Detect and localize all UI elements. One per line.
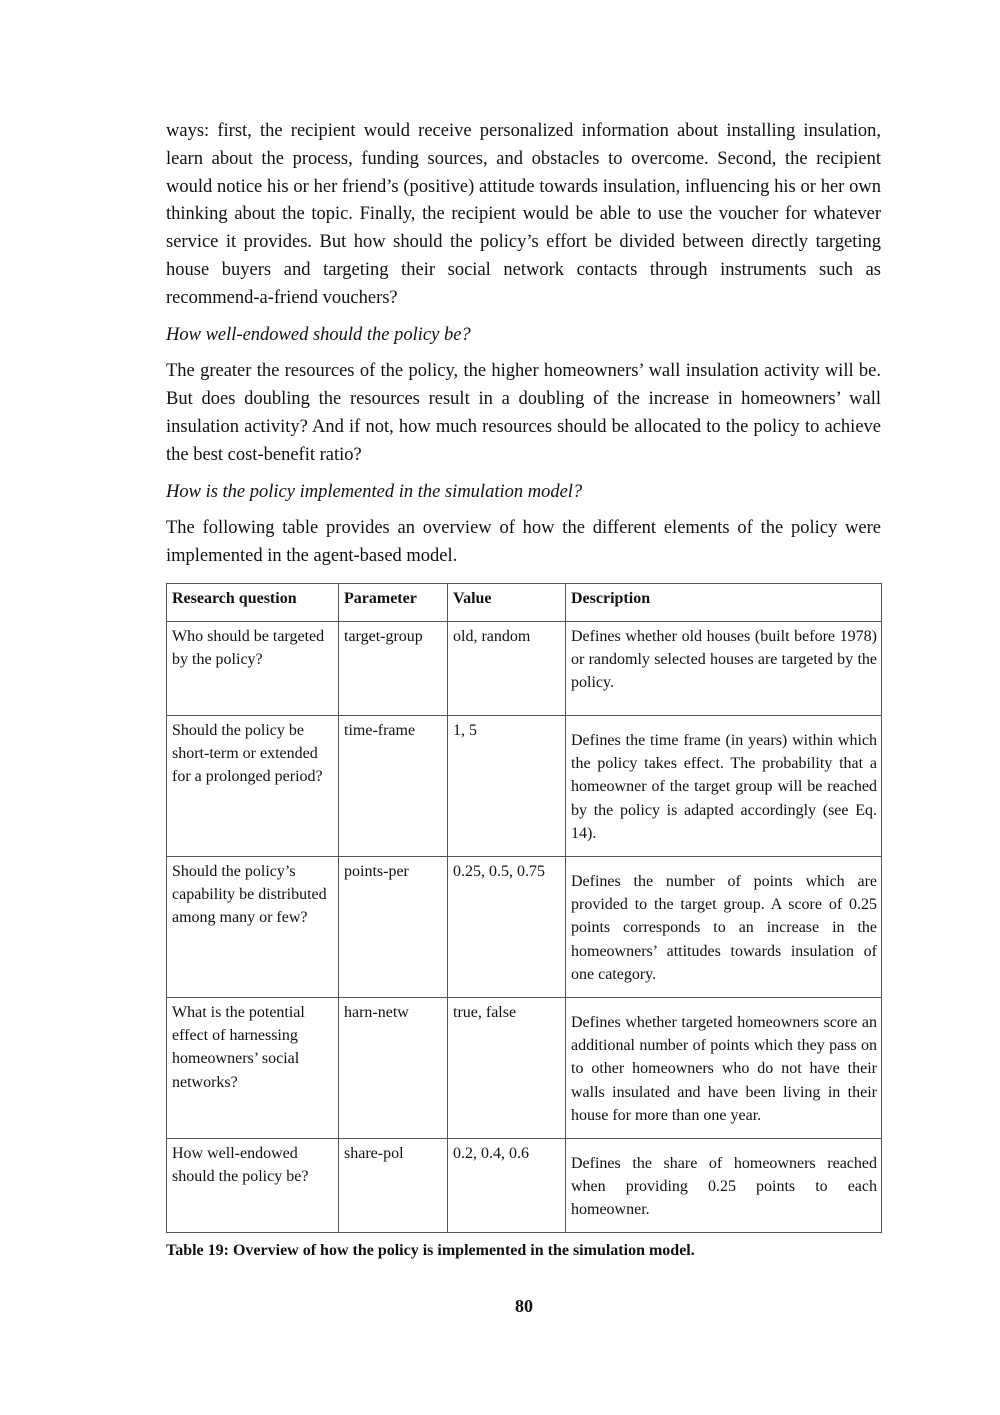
table-row: [167, 1138, 882, 1232]
cell-parameter: time-frame: [339, 715, 448, 856]
table-caption: Table 19: Overview of how the policy is implemented in the simulation model.: [166, 1241, 695, 1259]
cell-description: Defines whether old houses (built before 1978) or randomly selected houses are targeted by the policy.: [566, 621, 882, 715]
cell-description: Defines the time frame (in years) within which the policy takes effect. The probability that a homeowner of the target group will be reached by the policy is adapted accordingly (see Eq. 14).: [566, 715, 882, 856]
section-question-heading: How is the policy implemented in the simulation model?: [166, 481, 583, 502]
table-row: [167, 715, 882, 856]
cell-value: 1, 5: [448, 715, 566, 856]
cell-research-question: Who should be targeted by the policy?: [167, 621, 339, 715]
table-header-row: [167, 583, 882, 621]
cell-parameter: share-pol: [339, 1138, 448, 1232]
page-content: [166, 115, 881, 1260]
cell-parameter: target-group: [339, 621, 448, 715]
cell-research-question: How well-endowed should the policy be?: [167, 1138, 339, 1232]
cell-research-question: Should the policy’s capability be distributed among many or few?: [167, 856, 339, 997]
table-row: [167, 997, 882, 1138]
cell-value: true, false: [448, 997, 566, 1138]
header-value: Value: [448, 583, 566, 621]
cell-value: 0.2, 0.4, 0.6: [448, 1138, 566, 1232]
cell-research-question: Should the policy be short-term or extended for a prolonged period?: [167, 715, 339, 856]
table-row: [167, 621, 882, 715]
cell-parameter: points-per: [339, 856, 448, 997]
header-research-question: Research question: [167, 583, 339, 621]
header-parameter: Parameter: [339, 583, 448, 621]
body-paragraph: ways: first, the recipient would receive personalized information about installing insulation, learn about the process, funding sources, and obstacles to overcome. Second, the recipient would notice his or her friend’s (positive) attitude towards insulation, influencing his or her own thinking about the topic. Finally, the recipient would be able to use the voucher for whatever service it provides. But how should the policy’s effort be divided between directly targeting house buyers and targeting their social network contacts through instruments such as recommend-a-friend vouchers?: [166, 121, 881, 308]
cell-description: Defines the number of points which are provided to the target group. A score of 0.25 points corresponds to an increase in the homeowners’ attitudes towards insulation of one category.: [566, 856, 882, 997]
section-question-heading: How well-endowed should the policy be?: [166, 324, 471, 345]
cell-research-question: What is the potential effect of harnessing homeowners’ social networks?: [167, 997, 339, 1138]
page-number: 80: [515, 1296, 533, 1316]
body-paragraph: The greater the resources of the policy, the higher homeowners’ wall insulation activity will be. But does doubling the resources result in a doubling of the increase in homeowners’ wall insulation activity? And if not, how much resources should be allocated to the policy to achieve the best cost-benefit ratio?: [166, 361, 881, 465]
cell-description: Defines the share of homeowners reached when providing 0.25 points to each homeowner.: [566, 1138, 882, 1232]
policy-implementation-table: [166, 583, 882, 1233]
header-description: Description: [566, 583, 882, 621]
cell-parameter: harn-netw: [339, 997, 448, 1138]
table-row: [167, 856, 882, 997]
cell-value: 0.25, 0.5, 0.75: [448, 856, 566, 997]
body-paragraph: The following table provides an overview of how the different elements of the policy were implemented in the agent-based model.: [166, 518, 881, 567]
cell-value: old, random: [448, 621, 566, 715]
cell-description: Defines whether targeted homeowners score an additional number of points which they pass on to other homeowners who do not have their walls insulated and have been living in their house for more than one year.: [566, 997, 882, 1138]
